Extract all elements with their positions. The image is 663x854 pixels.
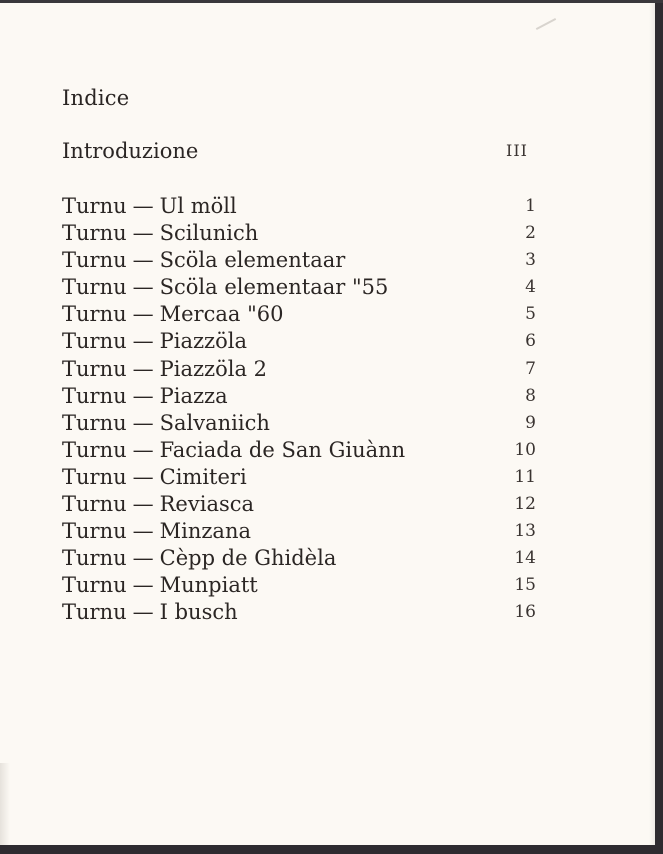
em-dash: — — [132, 410, 154, 435]
toc-entry-page-number: III — [506, 141, 528, 160]
toc-entry-prefix: Turnu — [62, 356, 127, 381]
em-dash: — — [132, 492, 154, 517]
toc-entry-title: Introduzione — [62, 139, 199, 163]
toc-entry-prefix: Turnu — [62, 519, 127, 544]
toc-entry-title: Piazza — [159, 383, 228, 408]
toc-entry-prefix: Turnu — [62, 194, 127, 218]
page-title: Indice — [62, 86, 130, 110]
em-dash: — — [132, 464, 154, 489]
toc-entry — [62, 545, 536, 572]
table-of-contents — [62, 193, 536, 627]
toc-entry-page-number: 16 — [514, 602, 536, 623]
toc-entry-prefix: Turnu — [62, 248, 127, 273]
em-dash: — — [132, 573, 154, 598]
toc-entry — [62, 383, 536, 410]
toc-entry-page-number: 14 — [514, 548, 536, 569]
toc-entry — [62, 328, 536, 355]
toc-entry-page-number: 8 — [525, 385, 536, 406]
toc-entry — [62, 193, 536, 220]
toc-entry — [62, 220, 536, 247]
toc-entry-page-number: 1 — [525, 196, 536, 216]
toc-entry-prefix: Turnu — [62, 464, 127, 489]
toc-entry — [62, 356, 536, 383]
toc-entry-page-number: 15 — [514, 575, 536, 596]
toc-entry — [62, 274, 536, 301]
toc-entry-page-number: 13 — [514, 521, 536, 542]
toc-entry — [62, 301, 536, 328]
toc-entry — [62, 410, 536, 437]
toc-entry — [62, 491, 536, 518]
toc-entry-prefix: Turnu — [62, 275, 127, 300]
toc-entry-prefix: Turnu — [62, 329, 127, 354]
toc-entry-prefix: Turnu — [62, 492, 127, 517]
toc-entry — [62, 518, 536, 545]
toc-entry-title: Reviasca — [159, 492, 255, 517]
toc-entry-page-number: 10 — [514, 439, 536, 460]
toc-entry-prefix: Turnu — [62, 410, 127, 435]
toc-entry-title: Cimiteri — [159, 464, 247, 489]
scan-mark — [536, 18, 556, 30]
em-dash: — — [132, 329, 154, 354]
em-dash: — — [132, 356, 154, 381]
document-page — [0, 3, 655, 845]
toc-entry-page-number: 6 — [525, 331, 536, 352]
toc-entry — [62, 247, 536, 274]
em-dash: — — [132, 383, 154, 408]
toc-introduction-entry — [62, 139, 528, 167]
toc-entry-prefix: Turnu — [62, 573, 127, 598]
page-gutter-shadow — [0, 763, 10, 845]
em-dash: — — [132, 194, 154, 218]
toc-entry-prefix: Turnu — [62, 546, 127, 571]
em-dash: — — [132, 600, 154, 625]
toc-entry-title: Mercaa "60 — [159, 302, 284, 327]
toc-entry-page-number: 11 — [514, 466, 536, 487]
page-edge-shadow — [649, 3, 655, 845]
toc-entry-prefix: Turnu — [62, 600, 127, 625]
em-dash: — — [132, 248, 154, 273]
toc-entry-page-number: 12 — [514, 494, 536, 515]
toc-entry-prefix: Turnu — [62, 383, 127, 408]
toc-entry-page-number: 3 — [525, 250, 536, 271]
toc-entry-title: Minzana — [159, 519, 251, 544]
toc-entry-title: Munpiatt — [159, 573, 258, 598]
toc-entry — [62, 572, 536, 599]
toc-entry-title: Scilunich — [159, 221, 259, 246]
em-dash: — — [132, 302, 154, 327]
toc-entry-title: Piazzöla — [159, 329, 247, 354]
toc-entry-page-number: 7 — [525, 358, 536, 379]
toc-entry — [62, 464, 536, 491]
toc-entry — [62, 437, 536, 464]
toc-entry-prefix: Turnu — [62, 221, 127, 246]
em-dash: — — [132, 221, 154, 246]
toc-entry-title: Scöla elementaar — [159, 248, 346, 273]
toc-entry-page-number: 5 — [525, 304, 536, 325]
toc-entry-title: Scöla elementaar "55 — [159, 275, 389, 300]
toc-entry-prefix: Turnu — [62, 302, 127, 327]
toc-entry — [62, 599, 536, 626]
em-dash: — — [132, 275, 154, 300]
toc-entry-page-number: 9 — [525, 412, 536, 433]
toc-entry-page-number: 4 — [525, 277, 536, 298]
toc-entry-title: Salvaniich — [159, 410, 270, 435]
toc-entry-title: Piazzöla 2 — [159, 356, 268, 381]
em-dash: — — [132, 546, 154, 571]
toc-entry-title: Cèpp de Ghidèla — [159, 546, 337, 571]
toc-entry-title: Ul möll — [159, 194, 237, 218]
toc-entry-prefix: Turnu — [62, 437, 127, 462]
toc-entry-page-number: 2 — [525, 223, 536, 244]
toc-entry-title: I busch — [159, 600, 238, 625]
toc-entry-title: Faciada de San Giuànn — [159, 437, 406, 462]
em-dash: — — [132, 519, 154, 544]
em-dash: — — [132, 437, 154, 462]
